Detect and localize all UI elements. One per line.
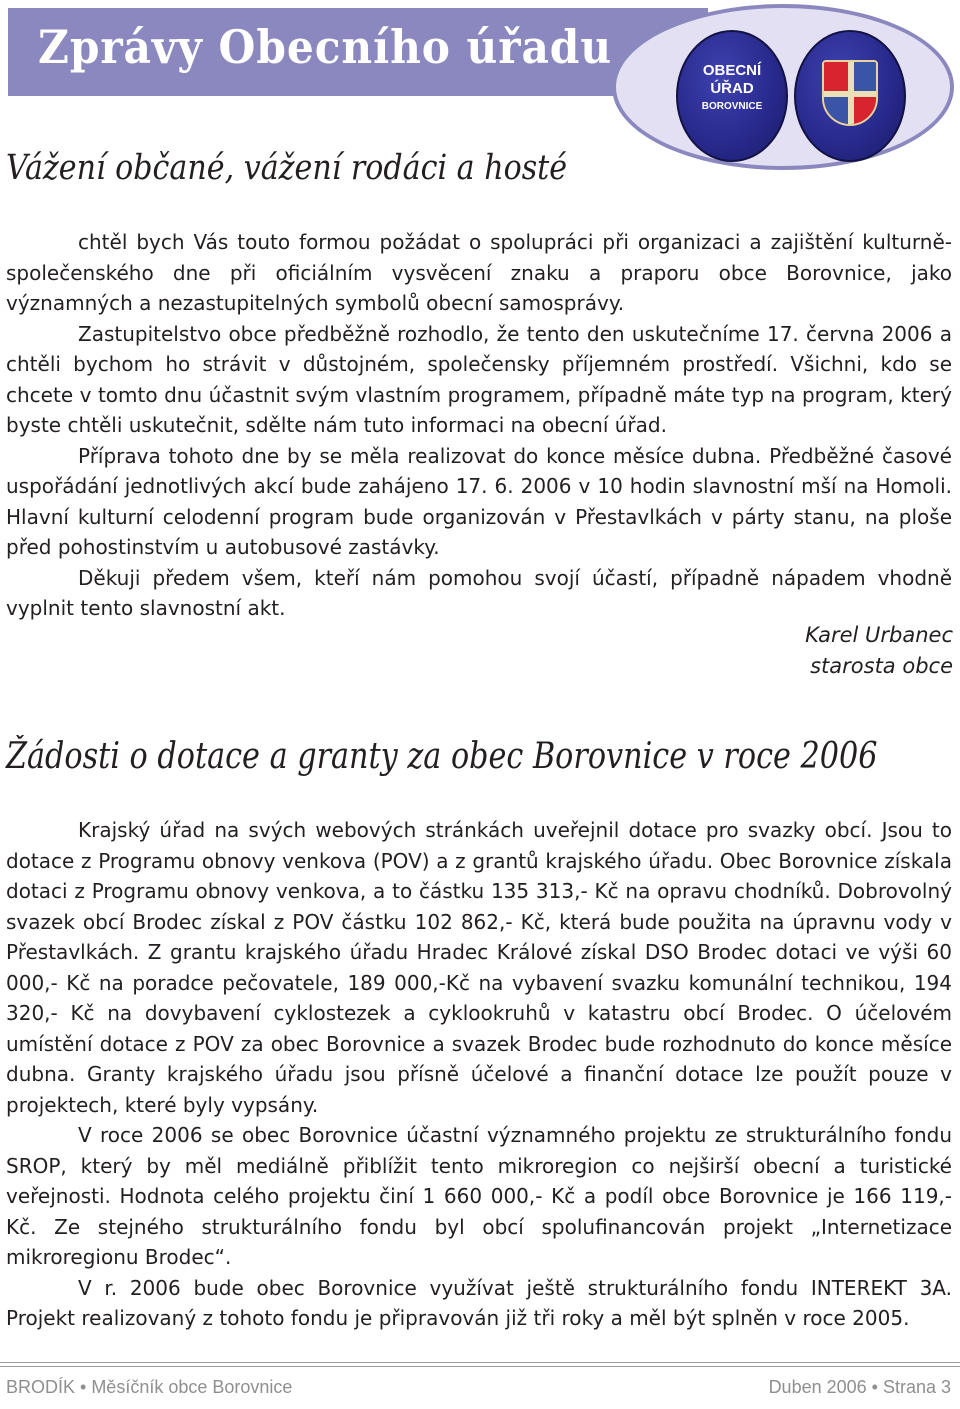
coat-of-arms-badge [794,30,906,162]
paragraph: Krajský úřad na svých webových stránkách uveřejnil dotace pro svazky obcí. Jsou to dotace z Programu obnovy venkova (POV) a z grantů krajského úřadu. Obec Borovnice získala dotaci z Programu obnovy venkova, a to částku 135 313,- Kč na opravu chodníků. Dobrovolný svazek obcí Brodec získal z POV částku 102 862,- Kč, která bude použita na úpravnu vody v Přestavlkách. Z grantu krajského úřadu Hradec Králové získal DSO Brodec dotaci ve výši 60 000,- Kč na poradce pečovatele, 189 000,-Kč na vybavení svazku komunální technikou, 194 320,- Kč na dovybavení cyklostezek a cyklookruhů v katastru obcí Brodec. O účelovém umístění dotace z POV za obec Borovnice a svazek Brodec bude rozhodnuto do konce měsíce dubna. Granty krajského úřadu jsou přísně účelové a finanční dotace lze použít pouze v projektech, které byly vypsány. [6,818,952,1117]
signature-role: starosta obce [810,654,953,678]
coat-of-arms-icon [822,60,878,126]
paragraph: chtěl bych Vás touto formou požádat o spolupráci při organizaci a zajištění kulturně-společenského dne při oficiálním vysvěcení znaku a praporu obce Borovnice, jako významných a nezastupitelných symbolů obecní samosprávy. [6,230,952,315]
page-footer [6,1377,951,1401]
footer-publication: BRODÍK • Měsíčník obce Borovnice [6,1377,293,1397]
section-heading-grants: Žádosti o dotace a granty za obec Borovnice v roce 2006 [6,736,878,777]
badge-line-3: BOROVNICE [701,101,763,112]
paragraph: V roce 2006 se obec Borovnice účastní významného projektu ze strukturálního fondu SROP, který by měl mediálně přiblížit tento mikroregion co nejširší obecní a turistické veřejnosti. Hodnota celého projektu činí 1 660 000,- Kč a podíl obce Borovnice je 166 119,- Kč. Ze stejného strukturálního fondu byl obcí spolufinancován projekt „Internetizace mikroregionu Brodec“. [6,1123,952,1269]
greeting-article [6,227,952,624]
badge-line-1: OBECNÍ [702,62,762,79]
badge-text [678,62,786,116]
paragraph: Děkuji předem všem, kteří nám pomohou svojí účastí, případně nápadem vhodně vyplnit tento slavnostní akt. [6,565,952,620]
footer-page-info: Duben 2006 • Strana 3 [768,1377,951,1397]
header-banner [8,8,708,96]
badge-line-2: ÚŘAD [710,80,754,97]
paragraph: Zastupitelstvo obce předběžně rozhodlo, že tento den uskutečníme 17. června 2006 a chtěli bychom ho strávit v důstojném, společensky příjemném prostředí. Všichni, kdo se chcete v tomto dnu účastnit svým vlastním programem, případně máte typ na program, který byste chtěli uskutečnit, sdělte nám tuto informaci na obecní úřad. [6,321,952,437]
paragraph: V r. 2006 bude obec Borovnice využívat ještě strukturálního fondu INTEREKT 3A. Projekt realizovaný z tohoto fondu je připravován již tři roky a měl být splněn v roce 2005. [6,1275,952,1330]
emblem-oval [612,4,954,170]
signature [805,620,953,682]
page-title: Zprávy Obecního úřadu [38,20,613,74]
municipal-office-badge [676,30,788,162]
footer-divider [0,1362,960,1363]
grants-article [6,815,952,1334]
signature-name: Karel Urbanec [805,623,953,647]
footer-divider [0,1366,960,1367]
section-heading-greeting: Vážení občané, vážení rodáci a hosté [6,148,568,188]
paragraph: Příprava tohoto dne by se měla realizovat do konce měsíce dubna. Předběžné časové uspořádání jednotlivých akcí bude zahájeno 17. 6. 2006 v 10 hodin slavnostní mší na Homoli. Hlavní kulturní celodenní program bude organizován v Přestavlkách v párty stanu, na ploše před pohostinstvím u autobusové zastávky. [6,443,952,559]
